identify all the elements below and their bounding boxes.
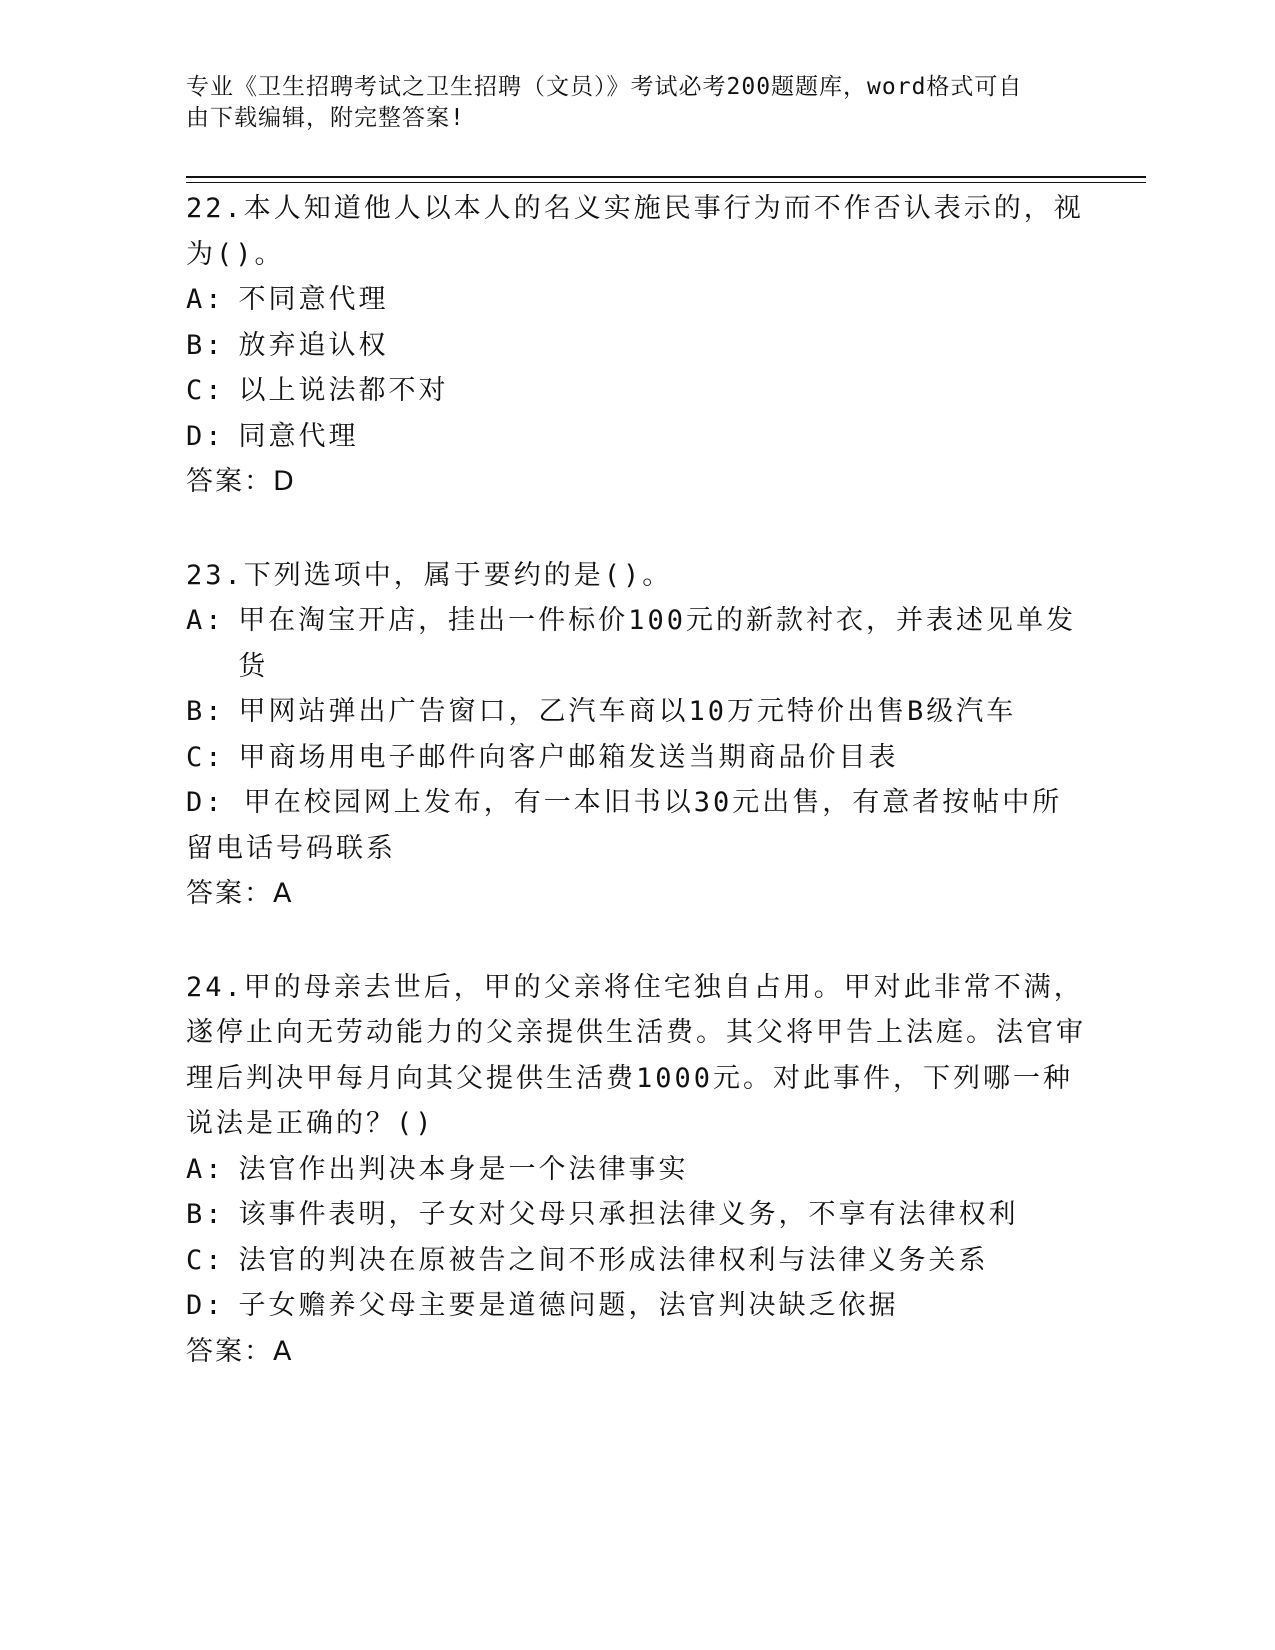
option-text: 法官的判决在原被告之间不形成法律权利与法律义务关系 xyxy=(238,1244,989,1276)
option-a xyxy=(186,277,1086,323)
option-text: 不同意代理 xyxy=(238,284,389,315)
question-23 xyxy=(186,553,1086,917)
header-divider-thick xyxy=(186,176,1146,178)
option-key: D: xyxy=(186,787,225,818)
question-list xyxy=(186,186,1086,1422)
option-text: 子女赡养父母主要是道德问题，法官判决缺乏依据 xyxy=(238,1290,899,1321)
option-key: A: xyxy=(186,605,225,636)
option-text: 同意代理 xyxy=(238,420,359,452)
document-header xyxy=(186,72,1066,134)
option-key: B: xyxy=(186,329,225,361)
header-line-2: 由下载编辑，附完整答案! xyxy=(186,105,465,131)
option-text: 甲网站弹出广告窗口，乙汽车商以10万元特价出售B级汽车 xyxy=(238,696,1017,727)
option-text: 甲在淘宝开店，挂出一件标价100元的新款衬衣，并表述见单发货 xyxy=(238,605,1076,682)
option-b xyxy=(186,689,1086,735)
option-text: 甲在校园网上发布，有一本旧书以30元出售，有意者按帖中所留电话号码联系 xyxy=(186,787,1063,864)
option-key: C: xyxy=(186,1244,225,1276)
option-key: B: xyxy=(186,1199,225,1230)
option-d xyxy=(186,414,1086,460)
option-key: D: xyxy=(186,1290,225,1321)
option-b xyxy=(186,1192,1086,1238)
option-key: D: xyxy=(186,420,225,452)
answer: 答案：D xyxy=(186,466,296,497)
answer: 答案：A xyxy=(186,878,294,909)
option-text: 以上说法都不对 xyxy=(238,375,449,406)
option-text: 该事件表明，子女对父母只承担法律义务，不享有法律权利 xyxy=(238,1199,1019,1230)
option-key: C: xyxy=(186,375,225,406)
option-text: 法官作出判决本身是一个法律事实 xyxy=(238,1153,689,1185)
question-22 xyxy=(186,186,1086,505)
question-stem: 24.甲的母亲去世后，甲的父亲将住宅独自占用。甲对此非常不满，遂停止向无劳动能力的父亲提供生活费。其父将甲告上法庭。法官审理后判决甲每月向其父提供生活费1000元。对此事件，下列哪一种说法是正确的？() xyxy=(186,971,1086,1139)
option-c xyxy=(186,1238,1086,1284)
option-a xyxy=(186,1147,1086,1193)
option-text: 放弃追认权 xyxy=(238,329,389,361)
option-d xyxy=(186,780,1086,871)
header-divider-thin xyxy=(186,182,1146,183)
header-line-1: 专业《卫生招聘考试之卫生招聘（文员）》考试必考200题题库，word格式可自 xyxy=(186,74,1023,100)
answer: 答案：A xyxy=(186,1335,294,1367)
option-text: 甲商场用电子邮件向客户邮箱发送当期商品价目表 xyxy=(238,741,899,773)
option-key: A: xyxy=(186,1153,225,1185)
option-key: A: xyxy=(186,284,225,315)
question-stem: 22.本人知道他人以本人的名义实施民事行为而不作否认表示的，视为()。 xyxy=(186,193,1084,270)
question-24 xyxy=(186,965,1086,1375)
option-b xyxy=(186,323,1086,369)
option-c xyxy=(186,735,1086,781)
option-key: B: xyxy=(186,696,225,727)
question-stem: 23.下列选项中，属于要约的是()。 xyxy=(186,559,673,591)
option-key: C: xyxy=(186,741,225,773)
option-c xyxy=(186,368,1086,414)
option-a xyxy=(186,598,1086,689)
option-d xyxy=(186,1283,1086,1329)
